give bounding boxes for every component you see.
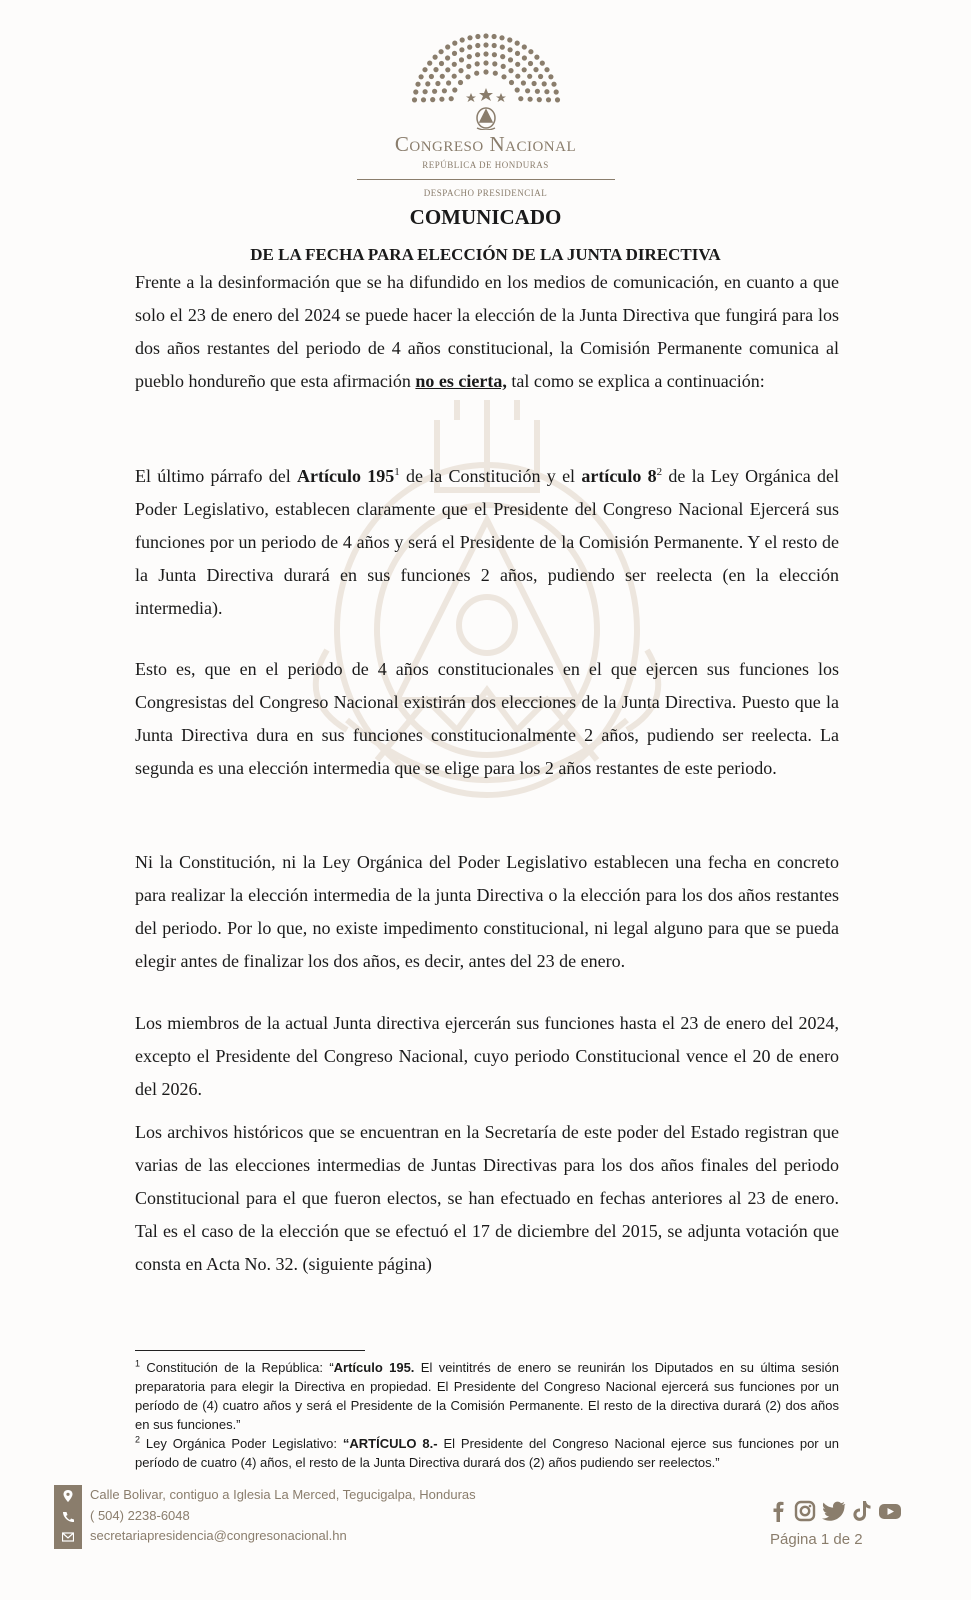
youtube-icon[interactable]: [878, 1500, 902, 1522]
congress-seal-logo: [401, 30, 571, 130]
contact-phone[interactable]: ( 504) 2238-6048: [90, 1508, 190, 1523]
page-number: Página 1 de 2: [770, 1531, 863, 1548]
footnote-divider: [135, 1350, 365, 1351]
seal-stars: [466, 88, 506, 102]
twitter-icon[interactable]: [822, 1500, 846, 1522]
location-pin-icon: [62, 1490, 74, 1502]
paragraph-5: Los miembros de la actual Junta directiva ejercerán sus funciones hasta el 23 de enero del 2024, excepto el Presidente del Congreso Nacional, cuyo periodo Constitucional vence el 20 de enero del 2026.: [135, 1013, 839, 1099]
document-title: COMUNICADO: [409, 205, 562, 229]
paragraph-4: Ni la Constitución, ni la Ley Orgánica del Poder Legislativo establecen una fecha en concreto para realizar la elección intermedia de la junta Directiva o la elección para los dos años restantes del periodo. Por lo que, no existe impedimento constitucional, ni legal alguno para que se pueda elegir antes de finalizar los dos años, es decir, antes del 23 de enero.: [135, 852, 839, 971]
paragraph-6: Los archivos históricos que se encuentran en la Secretaría de este poder del Estado registran que varias de las elecciones intermedias de Juntas Directivas para los dos años finales del periodo Constitucional para el que fueron electos, se han efectuado en fechas anteriores al 23 de enero. Tal es el caso de la elección que se efectuó el 17 de diciembre del 2015, se adjunta votación que consta en Acta No. 32. (siguiente página): [135, 1122, 839, 1274]
emphasis-not-true: no es cierta,: [415, 371, 507, 391]
contact-address: Calle Bolivar, contiguo a Iglesia La Merced, Tegucigalpa, Honduras: [90, 1487, 476, 1502]
paragraph-1: Frente a la desinformación que se ha difundido en los medios de comunicación, en cuanto a que solo el 23 de enero del 2024 se puede hacer la elección de la Junta Directiva que fungirá para los dos años restantes del periodo de 4 años constitucional, la Comisión Permanente comunica al pueblo hondureño que esta afirmación no es cierta, tal como se explica a continuación:: [135, 272, 839, 391]
document-subtitle: DE LA FECHA PARA ELECCIÓN DE LA JUNTA DIRECTIVA: [250, 245, 721, 264]
footnote-ref-2: 2: [656, 466, 663, 478]
footnote-1: $^1$ Constitución de la República: “Artículo 195. El veintitrés de enero se reunirán los Diputados en su última sesión preparatoria para elegir la Directiva en propiedad. El Presidente del Congreso Nacional ejercerá sus funciones por un período de (4) cuatro años y será el Presidente de la Comisión Permanente. El resto de la directiva durará (2) dos años en sus funciones.”: [135, 1358, 839, 1432]
instagram-icon[interactable]: [794, 1500, 816, 1522]
footnote-ref-1: 1: [394, 466, 400, 478]
social-icons: [768, 1500, 902, 1522]
office-name: DESPACHO PRESIDENCIAL: [423, 188, 548, 198]
paragraph-2: El último párrafo del Artículo $195^1$ de la Constitución y el artículo $8^2$ de la Ley Orgánica del Poder Legislativo, establecen claramente que el Presidente del Congreso Nacional Ejercerá sus funciones por un periodo de 4 años y será el Presidente de la Comisión Permanente. Y el resto de la Junta Directiva durará en sus funciones 2 años, pudiendo ser reelecta (en la elección intermedia).: [135, 466, 839, 618]
article-8-ref: artículo 8: [581, 466, 657, 486]
organization-name: Congreso Nacional: [394, 132, 577, 156]
email-icon: [62, 1531, 74, 1543]
seal-emblem: [477, 108, 495, 130]
phone-icon: [62, 1511, 74, 1523]
letterhead: [0, 30, 971, 198]
header-divider: [357, 179, 615, 180]
article-195-ref: Artículo 195: [297, 466, 395, 486]
facebook-icon[interactable]: [768, 1500, 788, 1522]
tiktok-icon[interactable]: [852, 1500, 872, 1522]
paragraph-3: Esto es, que en el periodo de 4 años constitucionales en el que ejercen sus funciones los Congresistas del Congreso Nacional existirán dos elecciones de la Junta Directiva. Puesto que la Junta Directiva dura en sus funciones constitucionalmente 2 años, pudiendo ser reelecta. La segunda es una elección intermedia que se elige para los 2 años restantes de este periodo.: [135, 659, 839, 778]
footnote-2: $^2$ Ley Orgánica Poder Legislativo: “ARTÍCULO 8.- El Presidente del Congreso Nacional ejerce sus funciones por un período de cuatro (4) años, el resto de la Junta Directiva durará dos (2) años pudiendo ser reelectos.”: [135, 1434, 839, 1470]
contact-email[interactable]: secretariapresidencia@congresonacional.hn: [90, 1528, 347, 1543]
footnotes: [135, 1358, 839, 1472]
organization-country: REPÚBLICA DE HONDURAS: [422, 160, 549, 170]
